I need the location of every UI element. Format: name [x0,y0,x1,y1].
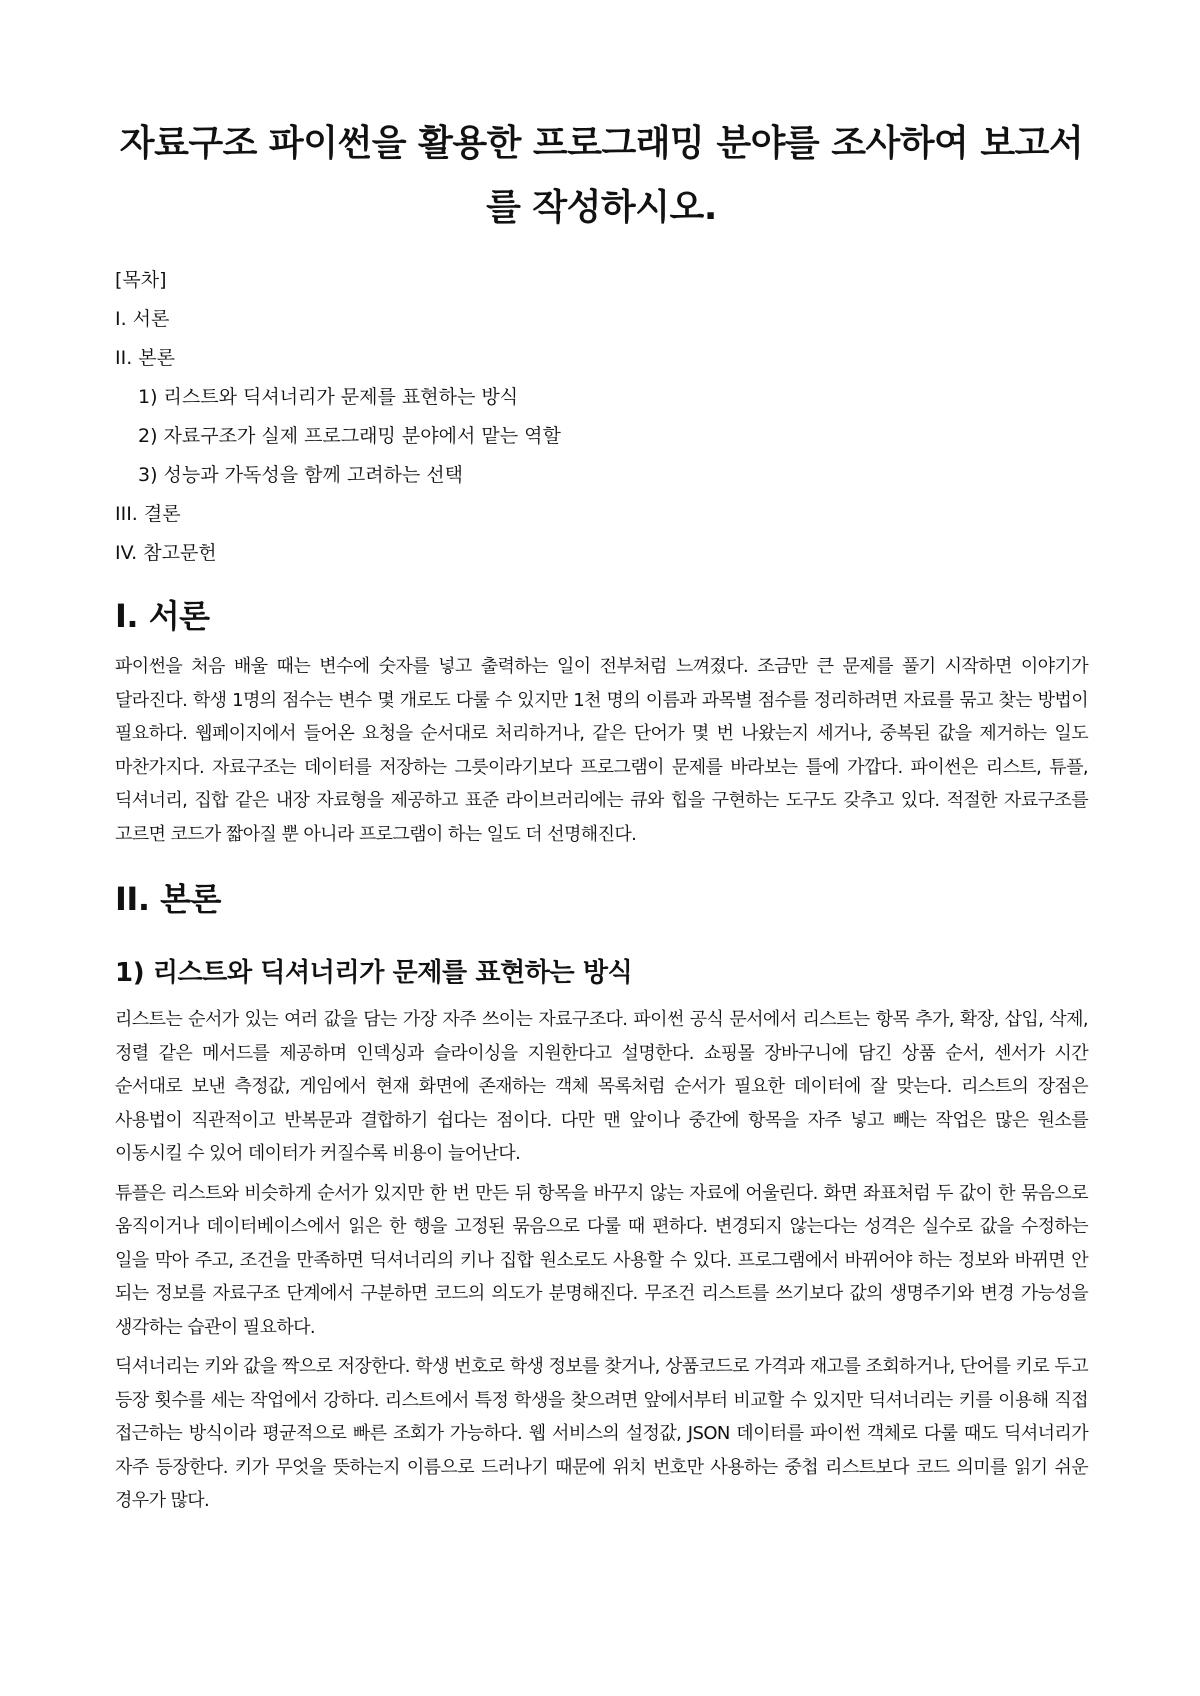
toc-item-references: IV. 참고문헌 [115,542,217,564]
table-of-contents [115,268,1088,566]
toc-item-intro: I. 서론 [115,308,170,330]
toc-item-body-sub1: 1) 리스트와 딕셔너리가 문제를 표현하는 방식 [138,386,519,408]
subsection-heading-lists-dicts: 1) 리스트와 딕셔너리가 문제를 표현하는 방식 [115,958,633,988]
toc-item-conclusion: III. 결론 [115,503,181,525]
section-heading-intro: I. 서론 [115,597,210,635]
body-paragraph-list: 리스트는 순서가 있는 여러 값을 담는 가장 자주 쓰이는 자료구조다. 파이썬 공식 문서에서 리스트는 항목 추가, 확장, 삽입, 삭제, 정렬 같은 메서드를 제공하며 인덱싱과 슬라이싱을 지원한다고 설명한다. 쇼핑몰 장바구니에 담긴 상품 순서, 센서가 시간 순서대로 보낸 측정값, 게임에서 현재 화면에 존재하는 객체 목록처럼 순서가 필요한 데이터에 잘 맞는다. 리스트의 장점은 사용법이 직관적이고 반복문과 결합하기 쉽다는 점이다. 다만 맨 앞이나 중간에 항목을 자주 넣고 빼는 작업은 많은 원소를 이동시킬 수 있어 데이터가 커질수록 비용이 늘어난다. [115,1009,1088,1164]
intro-paragraph: 파이썬을 처음 배울 때는 변수에 숫자를 넣고 출력하는 일이 전부처럼 느껴졌다. 조금만 큰 문제를 풀기 시작하면 이야기가 달라진다. 학생 1명의 점수는 변수 몇 개로도 다룰 수 있지만 1천 명의 이름과 과목별 점수를 정리하려면 자료를 묶고 찾는 방법이 필요하다. 웹페이지에서 들어온 요청을 순서대로 처리하거나, 같은 단어가 몇 번 나왔는지 세거나, 중복된 값을 제거하는 일도 마찬가지다. 자료구조는 데이터를 저장하는 그릇이라기보다 프로그램이 문제를 바라보는 틀에 가깝다. 파이썬은 리스트, 튜플, 딕셔너리, 집합 같은 내장 자료형을 제공하고 표준 라이브러리에는 큐와 힙을 구현하는 도구도 갖추고 있다. 적절한 자료구조를 고르면 코드가 짧아질 뿐 아니라 프로그램이 하는 일도 더 선명해진다. [115,656,1088,845]
toc-heading: [목차] [115,269,167,291]
toc-item-body-sub3: 3) 성능과 가독성을 함께 고려하는 선택 [138,464,464,486]
body-paragraph-dict: 딕셔너리는 키와 값을 짝으로 저장한다. 학생 번호로 학생 정보를 찾거나, 상품코드로 가격과 재고를 조회하거나, 단어를 키로 두고 등장 횟수를 세는 작업에서 강하다. 리스트에서 특정 학생을 찾으려면 앞에서부터 비교할 수 있지만 딕셔너리는 키를 이용해 직접 접근하는 방식이라 평균적으로 빠른 조회가 가능하다. 웹 서비스의 설정값, JSON 데이터를 파이썬 객체로 다룰 때도 딕셔너리가 자주 등장한다. 키가 무엇을 뜻하는지 이름으로 드러나기 때문에 위치 번호만 사용하는 중첩 리스트보다 코드 의미를 읽기 쉬운 경우가 많다. [115,1356,1088,1511]
section-heading-body: II. 본론 [115,880,221,918]
toc-item-body-sub2: 2) 자료구조가 실제 프로그래밍 분야에서 맡는 역할 [138,425,561,447]
toc-item-body: II. 본론 [115,347,175,369]
body-paragraph-tuple: 튜플은 리스트와 비슷하게 순서가 있지만 한 번 만든 뒤 항목을 바꾸지 않는 자료에 어울린다. 화면 좌표처럼 두 값이 한 묶음으로 움직이거나 데이터베이스에서 읽은 한 행을 고정된 묶음으로 다룰 때 편하다. 변경되지 않는다는 성격은 실수로 값을 수정하는 일을 막아 주고, 조건을 만족하면 딕셔너리의 키나 집합 원소로도 사용할 수 있다. 프로그램에서 바뀌어야 하는 정보와 바뀌면 안 되는 정보를 자료구조 단계에서 구분하면 코드의 의도가 분명해진다. 무조건 리스트를 쓰기보다 값의 생명주기와 변경 가능성을 생각하는 습관이 필요하다. [115,1182,1088,1338]
document-title: 자료구조 파이썬을 활용한 프로그래밍 분야를 조사하여 보고서를 작성하시오. [119,123,1084,228]
